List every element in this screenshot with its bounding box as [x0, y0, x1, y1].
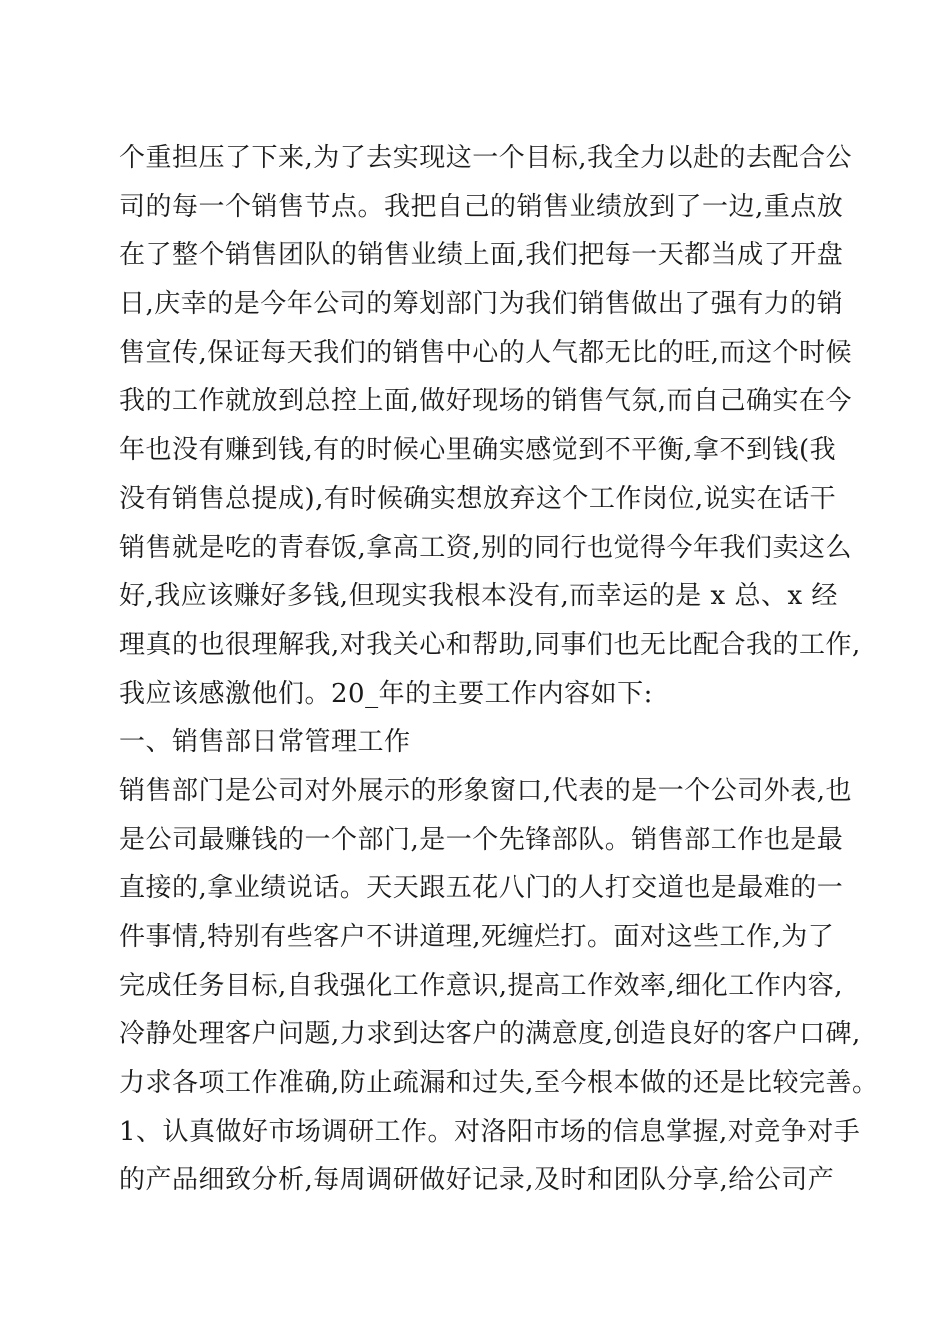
text-line: 售宣传,保证每天我们的销售中心的人气都无比的旺,而这个时候 [119, 337, 853, 368]
text-line: 在了整个销售团队的销售业绩上面,我们把每一天都当成了开盘 [119, 240, 844, 271]
text-line: 是公司最赚钱的一个部门,是一个先锋部队。销售部工作也是最 [119, 824, 844, 855]
text-line: 力求各项工作准确,防止疏漏和过失,至今根本做的还是比较完善。 [119, 1068, 879, 1099]
text-line: 销售就是吃的青春饭,拿高工资,别的同行也觉得今年我们卖这么 [119, 532, 853, 563]
section-heading: 一、销售部日常管理工作 [119, 727, 411, 758]
text-line: 司的每一个销售节点。我把自己的销售业绩放到了一边,重点放 [119, 191, 844, 222]
text-line: 件事情,特别有些客户不讲道理,死缠烂打。面对这些工作,为了 [119, 922, 835, 952]
text-line: 年也没有赚到钱,有的时候心里确实感觉到不平衡,拿不到钱(我 [119, 435, 837, 466]
numbered-item: 1、认真做好市场调研工作。对洛阳市场的信息掌握,对竞争对手 [119, 1116, 861, 1147]
text-line: 冷静处理客户问题,力求到达客户的满意度,创造良好的客户口碑, [119, 1019, 861, 1050]
text-line: 好,我应该赚好多钱,但现实我根本没有,而幸运的是 x 总、x 经 [119, 581, 838, 612]
text-line: 直接的,拿业绩说话。天天跟五花八门的人打交道也是最难的一 [119, 873, 844, 904]
text-line: 个重担压了下来,为了去实现这一个目标,我全力以赴的去配合公 [119, 143, 853, 173]
text-line: 理真的也很理解我,对我关心和帮助,同事们也无比配合我的工作, [119, 629, 861, 660]
text-line: 日,庆幸的是今年公司的筹划部门为我们销售做出了强有力的销 [119, 289, 844, 320]
text-line: 销售部门是公司对外展示的形象窗口,代表的是一个公司外表,也 [119, 775, 853, 806]
text-line: 完成任务目标,自我强化工作意识,提高工作效率,细化工作内容, [119, 970, 844, 1001]
body-text [119, 134, 879, 1205]
text-line: 我的工作就放到总控上面,做好现场的销售气氛,而自己确实在今 [119, 386, 853, 417]
text-line: 的产品细致分析,每周调研做好记录,及时和团队分享,给公司产 [119, 1165, 835, 1196]
text-line: 没有销售总提成),有时候确实想放弃这个工作岗位,说实在话干 [119, 483, 837, 514]
text-line: 我应该感激他们。20_年的主要工作内容如下: [119, 678, 653, 709]
